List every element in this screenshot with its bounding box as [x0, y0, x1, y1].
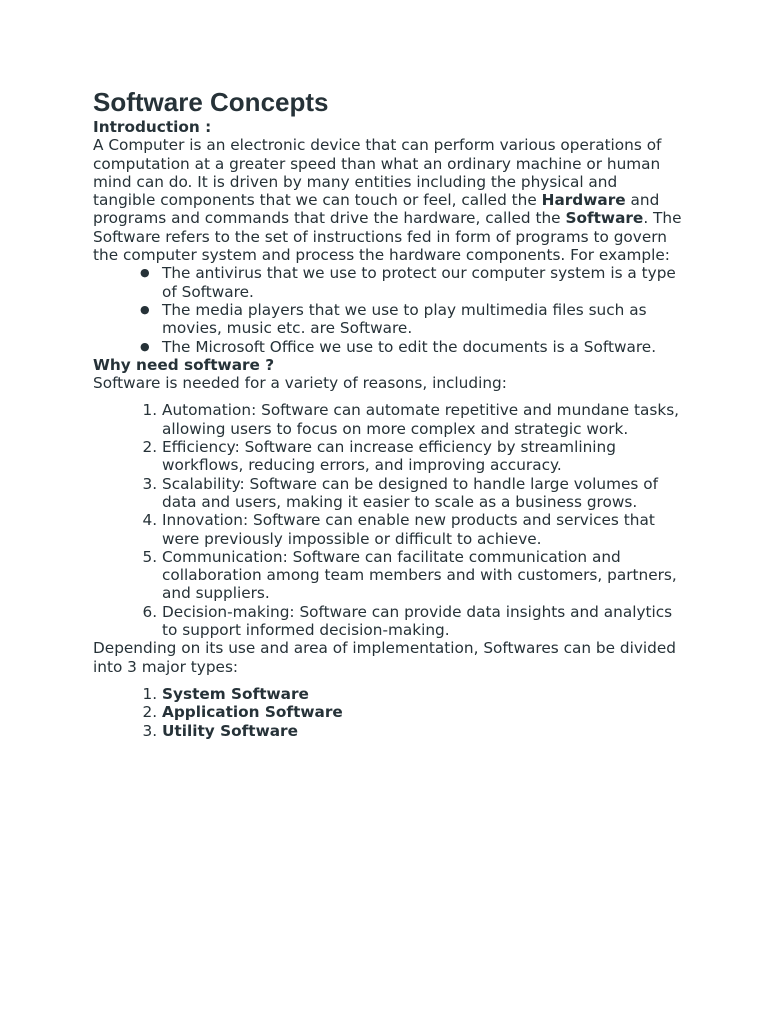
intro-heading: Introduction :	[93, 118, 212, 136]
list-item: 1. Automation: Software can automate repetitive and mundane tasks, allowing users to focus on more complex and strategic work.	[162, 401, 683, 438]
intro-paragraph	[93, 136, 683, 264]
intro-text-3: . The Software refers to the set of instructions fed in form of programs to govern the computer system and process the hardware components. For example:	[93, 209, 682, 265]
type-label: Utility Software	[162, 721, 298, 740]
types-lead: Depending on its use and area of implementation, Softwares can be divided into 3 major types:	[93, 639, 676, 676]
list-item: 4. Innovation: Software can enable new products and services that were previously impossible or difficult to achieve.	[162, 511, 683, 548]
list-item: 6. Decision-making: Software can provide data insights and analytics to support informed decision-making.	[162, 603, 683, 640]
example-text: The media players that we use to play multimedia files such as movies, music etc. are Software.	[162, 300, 647, 338]
list-item	[140, 264, 683, 301]
software-term: Software	[565, 209, 644, 228]
why-heading: Why need software ?	[93, 355, 275, 374]
list-item	[162, 722, 683, 740]
type-label: System Software	[162, 684, 309, 703]
list-item: 3. Scalability: Software can be designed to handle large volumes of data and users, making it easier to scale as a business grows.	[162, 475, 683, 512]
example-text: The antivirus that we use to protect our computer system is a type of Software.	[162, 264, 676, 301]
why-lead: Software is needed for a variety of reasons, including:	[93, 374, 507, 393]
list-item	[140, 337, 683, 356]
list-item: 2. Efficiency: Software can increase efficiency by streamlining workflows, reducing errors, and improving accuracy.	[162, 438, 683, 475]
intro-text-1: A Computer is an electronic device that can perform various operations of computation at a greater speed than what an ordinary machine or human mind can do. It is driven by many entities including the physical and tangible components that we can touch or feel, called the	[93, 136, 662, 210]
intro-text-2: and programs and commands that drive the hardware, called the	[93, 191, 660, 228]
example-text: The Microsoft Office we use to edit the documents is a Software.	[162, 337, 657, 356]
list-item	[162, 703, 683, 721]
examples-list	[93, 264, 683, 355]
page-title: Software Concepts	[93, 87, 329, 117]
type-label: Application Software	[162, 703, 343, 722]
list-item	[140, 300, 683, 338]
reasons-list	[93, 401, 683, 639]
bullet-icon: ●	[140, 339, 150, 353]
bullet-icon: ●	[140, 302, 150, 316]
document-page	[93, 86, 683, 740]
bullet-icon: ●	[140, 266, 150, 280]
list-item: 5. Communication: Software can facilitate communication and collaboration among team members and with customers, partners, and suppliers.	[162, 548, 683, 603]
types-list	[93, 685, 683, 740]
hardware-term: Hardware	[541, 191, 626, 210]
list-item	[162, 685, 683, 703]
